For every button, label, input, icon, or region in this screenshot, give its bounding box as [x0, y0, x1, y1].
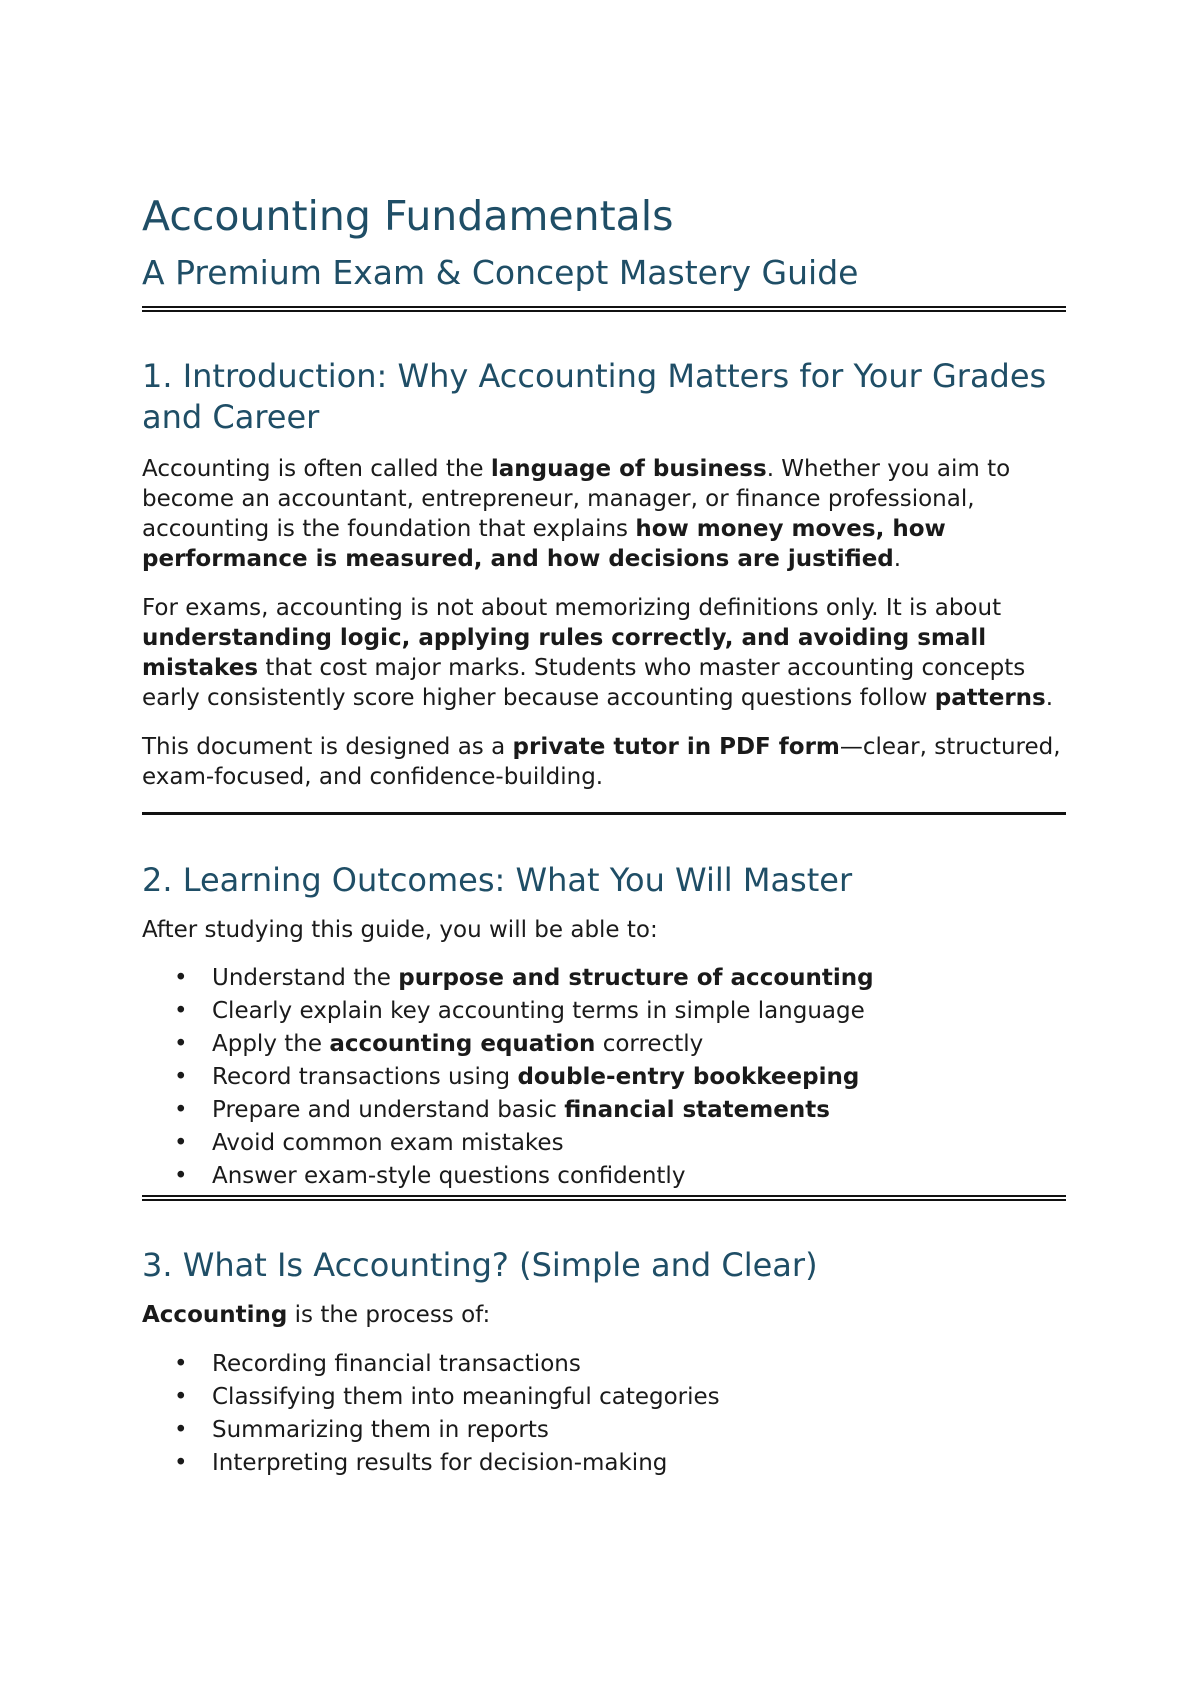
- title-divider: [142, 306, 1066, 312]
- document-subtitle: A Premium Exam & Concept Mastery Guide: [142, 253, 859, 292]
- document-page: [142, 190, 1066, 1480]
- list-item: [142, 1160, 1066, 1193]
- list-item: [142, 1348, 1066, 1381]
- list-item-bold: purpose and structure of accounting: [398, 965, 874, 991]
- list-item-text: Apply the: [212, 1031, 330, 1057]
- p2-text-a: For exams, accounting is not about memorizing definitions only. It is about: [142, 595, 1002, 621]
- list-item-text: Avoid common exam mistakes: [212, 1130, 564, 1156]
- list-item: [142, 1061, 1066, 1094]
- bullet-icon: •: [174, 1351, 188, 1377]
- p1-text-e: .: [893, 546, 902, 572]
- p2-bold-b: understanding logic, applying rules correctly, and avoiding small mistakes: [142, 625, 987, 681]
- section-1-paragraph-1: [142, 454, 1066, 574]
- list-item: [142, 1381, 1066, 1414]
- bullet-icon: •: [174, 1097, 188, 1123]
- list-item: [142, 962, 1066, 995]
- section-3-intro-bold: Accounting: [142, 1302, 288, 1328]
- list-item: [142, 1447, 1066, 1480]
- list-item-text-post: correctly: [595, 1031, 704, 1057]
- list-item-text: Understand the: [212, 965, 399, 991]
- bullet-icon: •: [174, 1031, 188, 1057]
- p2-bold-d: patterns: [934, 685, 1046, 711]
- section-1-heading: [142, 356, 1066, 438]
- section-1-paragraph-3: [142, 732, 1066, 792]
- bullet-icon: •: [174, 965, 188, 991]
- section-1-heading-line1: 1. Introduction: Why Accounting Matters for Your Grades: [142, 357, 1047, 395]
- bullet-icon: •: [174, 1450, 188, 1476]
- list-item-bold: financial statements: [564, 1097, 830, 1123]
- list-item: [142, 1028, 1066, 1061]
- p2-text-c: that cost major marks. Students who master accounting concepts early consistently score higher because accounting questions follow: [142, 655, 1026, 711]
- section-3-heading: 3. What Is Accounting? (Simple and Clear): [142, 1246, 818, 1284]
- list-item-text: Classifying them into meaningful categories: [212, 1384, 720, 1410]
- section-1-heading-line2: and Career: [142, 398, 320, 436]
- list-item-bold: double-entry bookkeeping: [517, 1064, 860, 1090]
- section-1-paragraph-2: [142, 593, 1066, 713]
- bullet-icon: •: [174, 1064, 188, 1090]
- section-1-divider: [142, 812, 1066, 815]
- list-item: [142, 1094, 1066, 1127]
- list-item-text: Recording financial transactions: [212, 1351, 581, 1377]
- section-2-divider: [142, 1195, 1066, 1201]
- list-item: [142, 1414, 1066, 1447]
- list-item-text: Record transactions using: [212, 1064, 518, 1090]
- document-title: Accounting Fundamentals: [142, 192, 674, 240]
- section-3-intro-text: is the process of:: [287, 1302, 491, 1328]
- list-item-text: Summarizing them in reports: [212, 1417, 549, 1443]
- list-item-text: Clearly explain key accounting terms in simple language: [212, 998, 865, 1024]
- learning-outcomes-list: [142, 962, 1066, 1193]
- accounting-process-list: [142, 1348, 1066, 1480]
- p1-text-a: Accounting is often called the: [142, 456, 491, 482]
- bullet-icon: •: [174, 1130, 188, 1156]
- p3-text-a: This document is designed as a: [142, 734, 513, 760]
- p3-bold-b: private tutor in PDF form: [512, 734, 840, 760]
- list-item: [142, 995, 1066, 1028]
- bullet-icon: •: [174, 998, 188, 1024]
- p1-bold-b: language of business: [490, 456, 767, 482]
- list-item: [142, 1127, 1066, 1160]
- p2-text-e: .: [1045, 685, 1054, 711]
- section-2-intro: After studying this guide, you will be able to:: [142, 917, 658, 943]
- list-item-bold: accounting equation: [329, 1031, 596, 1057]
- list-item-text: Prepare and understand basic: [212, 1097, 565, 1123]
- p3-text-c: —clear, structured, exam-focused, and confidence-building.: [142, 734, 1061, 790]
- section-2-heading: 2. Learning Outcomes: What You Will Master: [142, 861, 853, 899]
- p1-bold-d: how money moves, how performance is measured, and how decisions are justified: [142, 516, 946, 572]
- bullet-icon: •: [174, 1384, 188, 1410]
- list-item-text: Interpreting results for decision-making: [212, 1450, 668, 1476]
- bullet-icon: •: [174, 1163, 188, 1189]
- bullet-icon: •: [174, 1417, 188, 1443]
- list-item-text: Answer exam-style questions confidently: [212, 1163, 686, 1189]
- p1-text-c: . Whether you aim to become an accountant, entrepreneur, manager, or finance professional, accounting is the foundation that explains: [142, 456, 1011, 542]
- section-3-intro: [142, 1300, 1066, 1330]
